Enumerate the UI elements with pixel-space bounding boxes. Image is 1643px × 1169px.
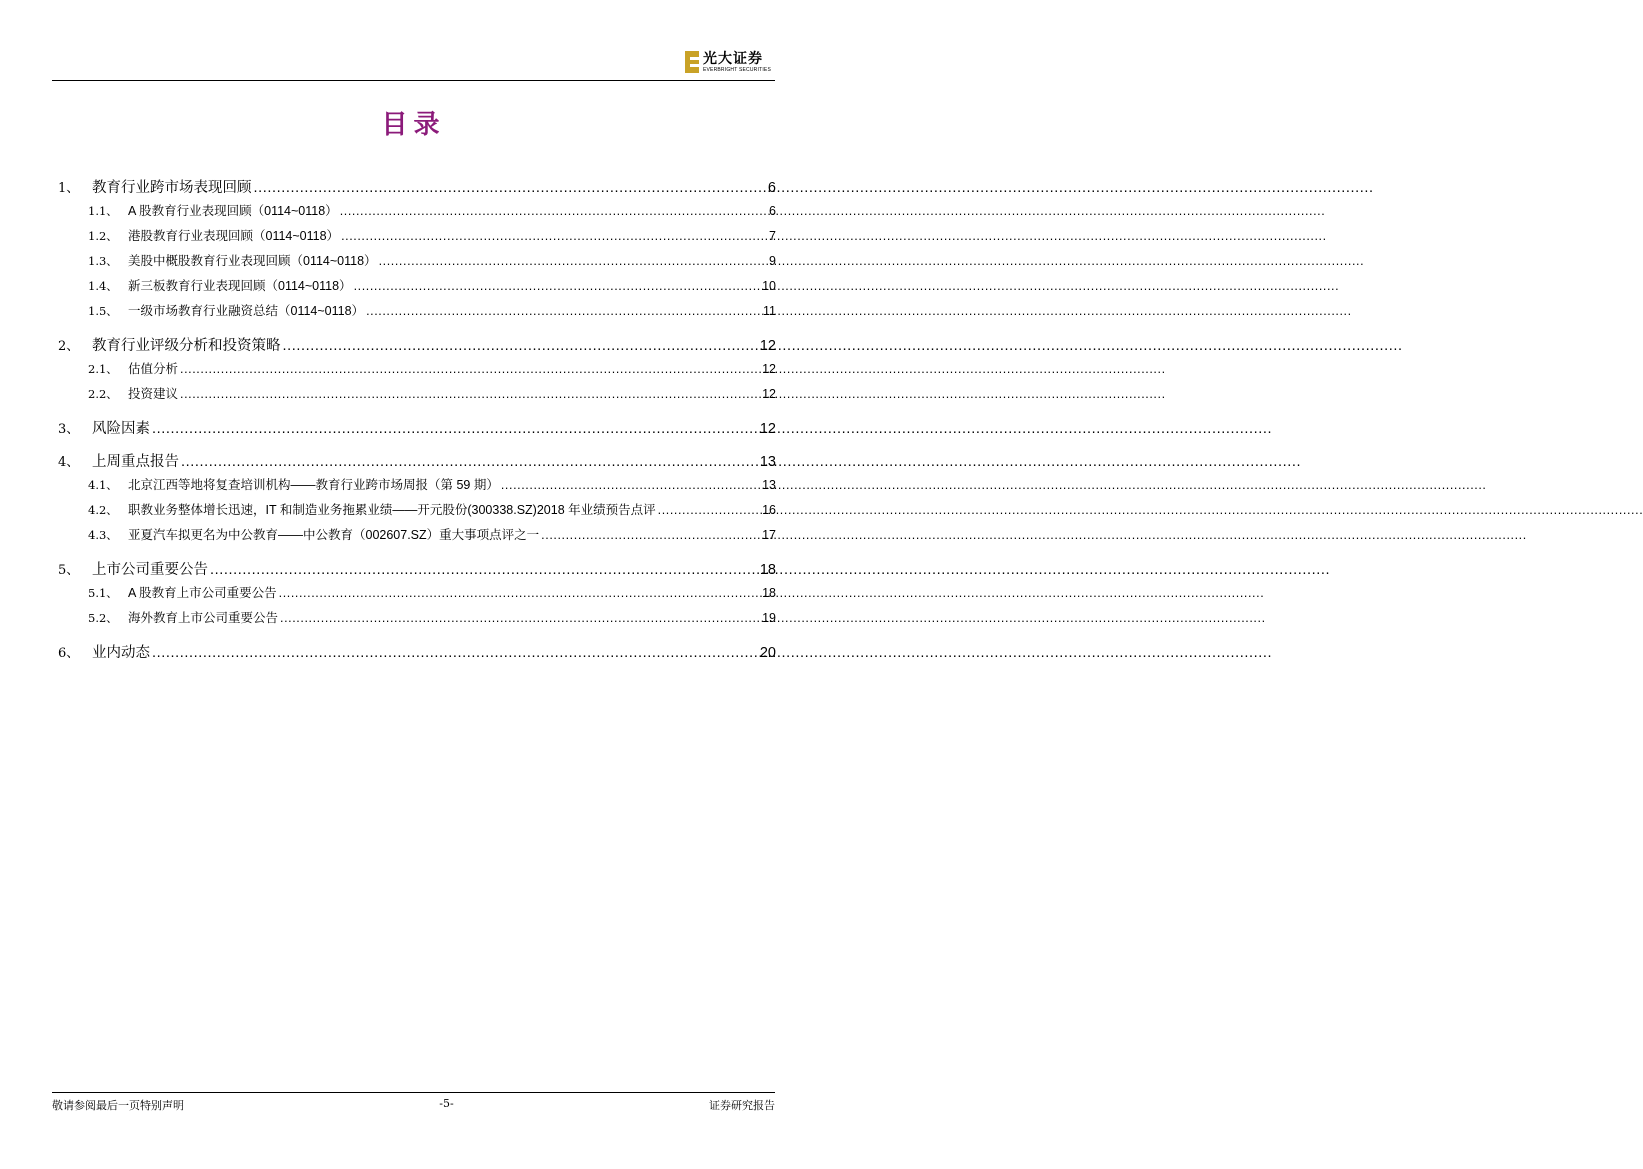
toc-dot-leader (658, 503, 760, 517)
toc-subsection-entry[interactable] (58, 475, 776, 500)
toc-entry-number: 2.2、 (88, 387, 118, 401)
toc-subsection-entry[interactable] (58, 201, 776, 226)
toc-entry-number: 3、 (58, 422, 80, 437)
toc-section-entry[interactable] (58, 334, 776, 359)
toc-entry-page[interactable]: 20 (759, 645, 776, 661)
toc-entry-number: 4.1、 (88, 478, 118, 492)
toc-entry-page[interactable]: 6 (767, 180, 776, 196)
toc-entry-title[interactable]: A 股教育行业表现回顾（0114~0118） (128, 204, 338, 218)
toc-entry-title[interactable]: 一级市场教育行业融资总结（0114~0118） (128, 304, 365, 318)
toc-entry-number: 5、 (58, 563, 80, 578)
toc-entry-page[interactable]: 12 (759, 421, 776, 437)
toc-entry-number: 1.5、 (88, 304, 118, 318)
toc-dot-leader (379, 254, 767, 268)
toc-entry-number: 1.2、 (88, 229, 118, 243)
toc-dot-leader (254, 180, 766, 196)
toc-entry-title[interactable]: 教育行业跨市场表现回顾 (92, 180, 252, 196)
page-footer (52, 1097, 775, 1113)
page-title: 目录 (381, 110, 446, 140)
toc-section-entry[interactable] (58, 558, 776, 583)
toc-entry-number: 4、 (58, 455, 80, 470)
toc-section-entry[interactable] (58, 417, 776, 442)
toc-dot-leader (280, 611, 760, 625)
toc-dot-leader (340, 204, 767, 218)
toc-dot-leader (279, 586, 760, 600)
toc-entry-number: 1.3、 (88, 254, 118, 268)
toc-entry-number: 1、 (58, 181, 80, 196)
toc-entry-page[interactable]: 16 (762, 503, 776, 517)
table-of-contents (58, 176, 776, 666)
toc-entry-page[interactable]: 18 (759, 562, 776, 578)
toc-subsection-entry[interactable] (58, 359, 776, 384)
header-divider (52, 80, 775, 81)
logo-text (703, 52, 771, 73)
toc-dot-leader (541, 528, 760, 542)
toc-subsection-entry[interactable] (58, 301, 776, 326)
toc-entry-number: 5.1、 (88, 586, 118, 600)
toc-dot-leader (354, 279, 761, 293)
toc-section-entry[interactable] (58, 641, 776, 666)
toc-entry-number: 1.1、 (88, 204, 118, 218)
toc-entry-title[interactable]: 职教业务整体增长迅速，IT 和制造业务拖累业绩——开元股份(300338.SZ)2018 年业绩预告点评 (128, 503, 656, 517)
toc-entry-page[interactable]: 10 (762, 279, 776, 293)
toc-subsection-entry[interactable] (58, 276, 776, 301)
everbright-logo-icon (685, 51, 699, 73)
toc-entry-title[interactable]: 新三板教育行业表现回顾（0114~0118） (128, 279, 352, 293)
toc-entry-page[interactable]: 12 (762, 362, 776, 376)
toc-dot-leader (181, 454, 758, 470)
toc-subsection-entry[interactable] (58, 384, 776, 409)
toc-entry-title[interactable]: 上周重点报告 (92, 454, 179, 470)
toc-entry-page[interactable]: 17 (762, 528, 776, 542)
toc-entry-title[interactable]: 风险因素 (92, 421, 150, 437)
toc-entry-page[interactable]: 12 (762, 387, 776, 401)
toc-entry-page[interactable]: 11 (763, 304, 776, 318)
toc-entry-page[interactable]: 18 (762, 586, 776, 600)
footer-disclaimer: 敬请参阅最后一页特别声明 (52, 1099, 184, 1112)
toc-entry-title[interactable]: 美股中概股教育行业表现回顾（0114~0118） (128, 254, 377, 268)
toc-entry-title[interactable]: 亚夏汽车拟更名为中公教育——中公教育（002607.SZ）重大事项点评之一 (128, 528, 540, 542)
toc-subsection-entry[interactable] (58, 583, 776, 608)
footer-divider (52, 1092, 775, 1093)
toc-subsection-entry[interactable] (58, 226, 776, 251)
toc-dot-leader (341, 229, 767, 243)
toc-entry-page[interactable]: 9 (769, 254, 776, 268)
footer-report-type: 证券研究报告 (709, 1099, 775, 1112)
toc-entry-number: 2、 (58, 339, 80, 354)
toc-dot-leader (210, 562, 758, 578)
toc-entry-page[interactable]: 6 (769, 204, 776, 218)
toc-entry-title[interactable]: 北京江西等地将复查培训机构——教育行业跨市场周报（第 59 期） (128, 478, 499, 492)
company-logo (685, 49, 771, 75)
toc-entry-title[interactable]: 投资建议 (128, 387, 179, 401)
toc-entry-page[interactable]: 12 (759, 338, 776, 354)
toc-dot-leader (152, 645, 758, 661)
toc-subsection-entry[interactable] (58, 251, 776, 276)
toc-entry-page[interactable]: 19 (762, 611, 776, 625)
logo-english-name: EVERBRIGHT SECURITIES (702, 66, 771, 73)
toc-entry-number: 6、 (58, 646, 80, 661)
toc-entry-number: 4.2、 (88, 503, 118, 517)
toc-entry-number: 5.2、 (88, 611, 118, 625)
toc-dot-leader (152, 421, 758, 437)
toc-entry-page[interactable]: 13 (759, 454, 776, 470)
page-number: -5- (439, 1097, 454, 1110)
toc-entry-page[interactable]: 7 (769, 229, 776, 243)
toc-entry-title[interactable]: 海外教育上市公司重要公告 (128, 611, 279, 625)
toc-subsection-entry[interactable] (58, 525, 776, 550)
toc-entry-title[interactable]: 上市公司重要公告 (92, 562, 208, 578)
toc-dot-leader (180, 362, 760, 376)
toc-entry-title[interactable]: A 股教育上市公司重要公告 (128, 586, 277, 600)
toc-entry-number: 1.4、 (88, 279, 118, 293)
logo-chinese-name: 光大证券 (702, 50, 763, 67)
toc-dot-leader (366, 304, 761, 318)
toc-subsection-entry[interactable] (58, 500, 776, 525)
toc-entry-title[interactable]: 港股教育行业表现回顾（0114~0118） (128, 229, 340, 243)
toc-dot-leader (283, 338, 758, 354)
toc-section-entry[interactable] (58, 176, 776, 201)
toc-dot-leader (501, 478, 760, 492)
toc-entry-title[interactable]: 估值分析 (128, 362, 179, 376)
toc-entry-title[interactable]: 业内动态 (92, 645, 150, 661)
toc-entry-number: 4.3、 (88, 528, 118, 542)
toc-dot-leader (180, 387, 760, 401)
toc-entry-number: 2.1、 (88, 362, 118, 376)
toc-section-entry[interactable] (58, 450, 776, 475)
toc-entry-title[interactable]: 教育行业评级分析和投资策略 (92, 338, 281, 354)
toc-subsection-entry[interactable] (58, 608, 776, 633)
toc-entry-page[interactable]: 13 (762, 478, 776, 492)
